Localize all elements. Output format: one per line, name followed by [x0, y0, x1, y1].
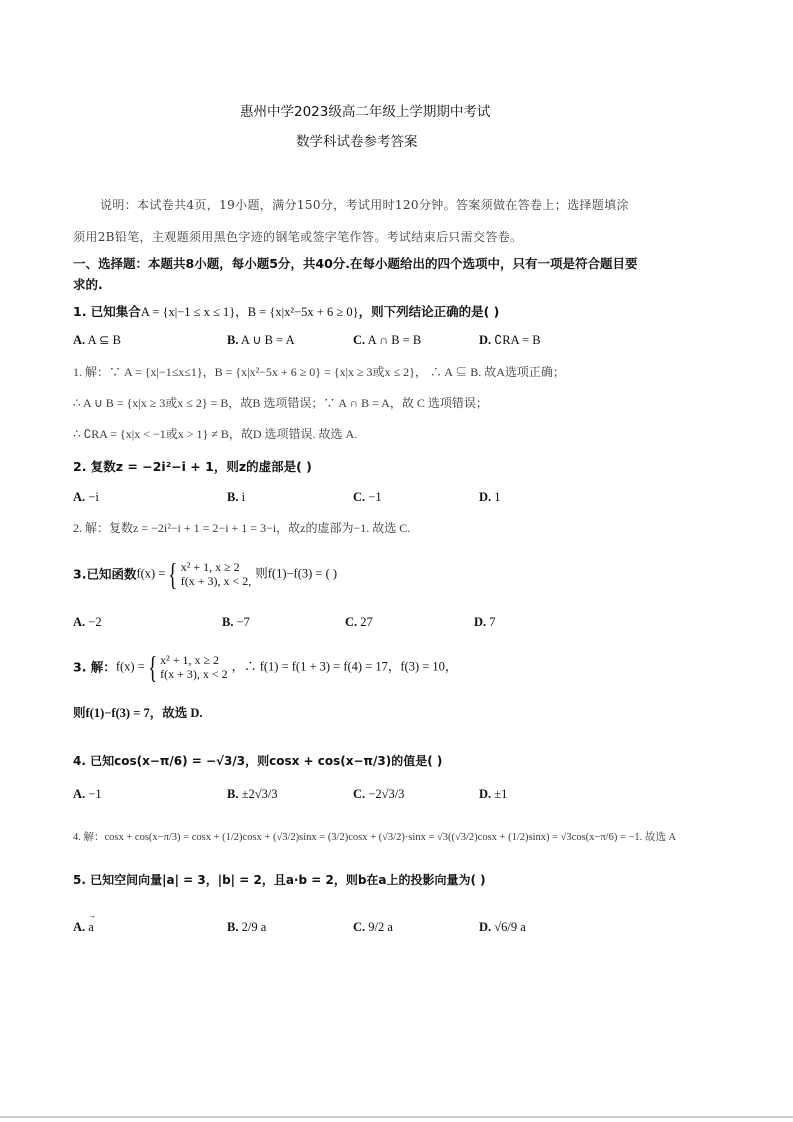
page-bottom-edge	[0, 1116, 793, 1118]
question-3-solution-line-1: 3. 解：f(x) ={ x² + 1, x ≥ 2 f(x + 3), x < 2 ，∴ f(1) = f(1 + 3) = f(4) = 17，f(3) = 10，	[73, 649, 458, 685]
question-2-option-a: A. −i	[73, 490, 99, 504]
question-3-option-b: B. −7	[222, 615, 250, 629]
question-2-solution: 2. 解：复数z = −2i²−i + 1 = 2−i + 1 = 3−i，故z的虚部为−1. 故选 C.	[73, 521, 411, 535]
question-3-cases: x² + 1, x ≥ 2 f(x + 3), x < 2,	[180, 560, 252, 589]
question-1-stem	[73, 304, 499, 320]
question-3-fx: f(x) =	[136, 566, 166, 581]
question-4-option-b: B. ±2√3/3	[227, 787, 278, 801]
brace-icon: {	[168, 556, 178, 592]
question-3-solution-line-2: 则f(1)−f(3) = 7，故选 D.	[73, 706, 203, 720]
question-3-solution-cases: x² + 1, x ≥ 2 f(x + 3), x < 2	[160, 653, 228, 682]
question-3-prefix: 3.已知函数	[73, 566, 137, 582]
document-subtitle: 数学科试卷参考答案	[296, 134, 418, 150]
brace-icon: {	[147, 649, 158, 685]
question-5-stem: 5. 已知空间向量|a| = 3，|b| = 2，且a·b = 2，则b在a上的投影向量为( )	[73, 873, 486, 887]
question-4-option-c: C. −2√3/3	[353, 787, 405, 801]
question-5-option-b: B. 2/9 a	[227, 920, 267, 934]
question-2-option-b: B. i	[227, 490, 246, 504]
question-1-option-b: B. A ∪ B = A	[227, 333, 295, 347]
question-1-math: A = {x|−1 ≤ x ≤ 1}，B = {x|x²−5x + 6 ≥ 0}	[140, 305, 359, 319]
question-3-option-a: A. −2	[73, 615, 102, 629]
question-3-stem	[73, 555, 337, 593]
instructions-line-2: 须用2B铅笔，主观题须用黑色字迹的钢笔或签字笔作答。考试结束后只需交答卷。	[73, 230, 523, 244]
question-1-prefix: 1. 已知集合	[73, 304, 141, 319]
question-4-option-a: A. −1	[73, 787, 102, 801]
section-heading-line-1: 一、选择题：本题共8小题，每小题5分，共40分.在每小题给出的四个选项中，只有一项是符合题目要	[73, 256, 638, 271]
question-4-stem: 4. 已知cos(x−π/6) = −√3/3，则cosx + cos(x−π/3)的值是( )	[73, 754, 443, 768]
question-3-option-d: D. 7	[474, 615, 496, 629]
question-4-option-d: D. ±1	[479, 787, 508, 801]
question-1-option-d: D. ∁RA = B	[479, 333, 541, 347]
question-2-option-c: C. −1	[353, 490, 382, 504]
question-3-suffix: 则f(1)−f(3) = ( )	[255, 566, 338, 581]
instructions-line-1: 说明：本试卷共4页，19小题，满分150分，考试用时120分钟。答案须做在答卷上；选择题填涂	[100, 198, 629, 212]
question-5-option-d: D. √6/9 a	[479, 920, 526, 934]
question-1-suffix: ，则下列结论正确的是( )	[358, 304, 500, 319]
question-1-solution-line-3: ∴ ∁RA = {x|x < −1或x > 1} ≠ B，故D 选项错误. 故选 A.	[73, 427, 358, 441]
question-4-solution: 4. 解：cosx + cos(x−π/3) = cosx + (1/2)cosx + (√3/2)sinx = (3/2)cosx + (√3/2)·sinx = √3((√3/2)cosx + (1/2)sinx) = √3cos(x−π/6) = −1. 故选 A	[73, 832, 677, 843]
question-3-option-c: C. 27	[345, 615, 373, 629]
question-1-option-a: A. A ⊆ B	[73, 333, 121, 347]
document-title: 惠州中学2023级高二年级上学期期中考试	[240, 104, 491, 120]
question-5-option-a: A. → a	[73, 920, 94, 935]
question-1-solution-line-2: ∴ A ∪ B = {x|x ≥ 3或x ≤ 2} = B，故B 选项错误；∵ A ∩ B = A，故 C 选项错误；	[73, 396, 488, 410]
section-heading-line-2: 求的.	[73, 277, 103, 292]
question-2-stem: 2. 复数z = −2i²−i + 1，则z的虚部是( )	[73, 459, 312, 474]
question-1-solution-line-1: 1. 解：∵ A = {x|−1≤x≤1}，B = {x|x²−5x + 6 ≥ 0} = {x|x ≥ 3或x ≤ 2}， ∴ A ⊆ B. 故A选项正确；	[73, 365, 565, 379]
question-2-option-d: D. 1	[479, 490, 501, 504]
question-5-option-c: C. 9/2 a	[353, 920, 393, 934]
question-1-option-c: C. A ∩ B = B	[353, 333, 422, 347]
